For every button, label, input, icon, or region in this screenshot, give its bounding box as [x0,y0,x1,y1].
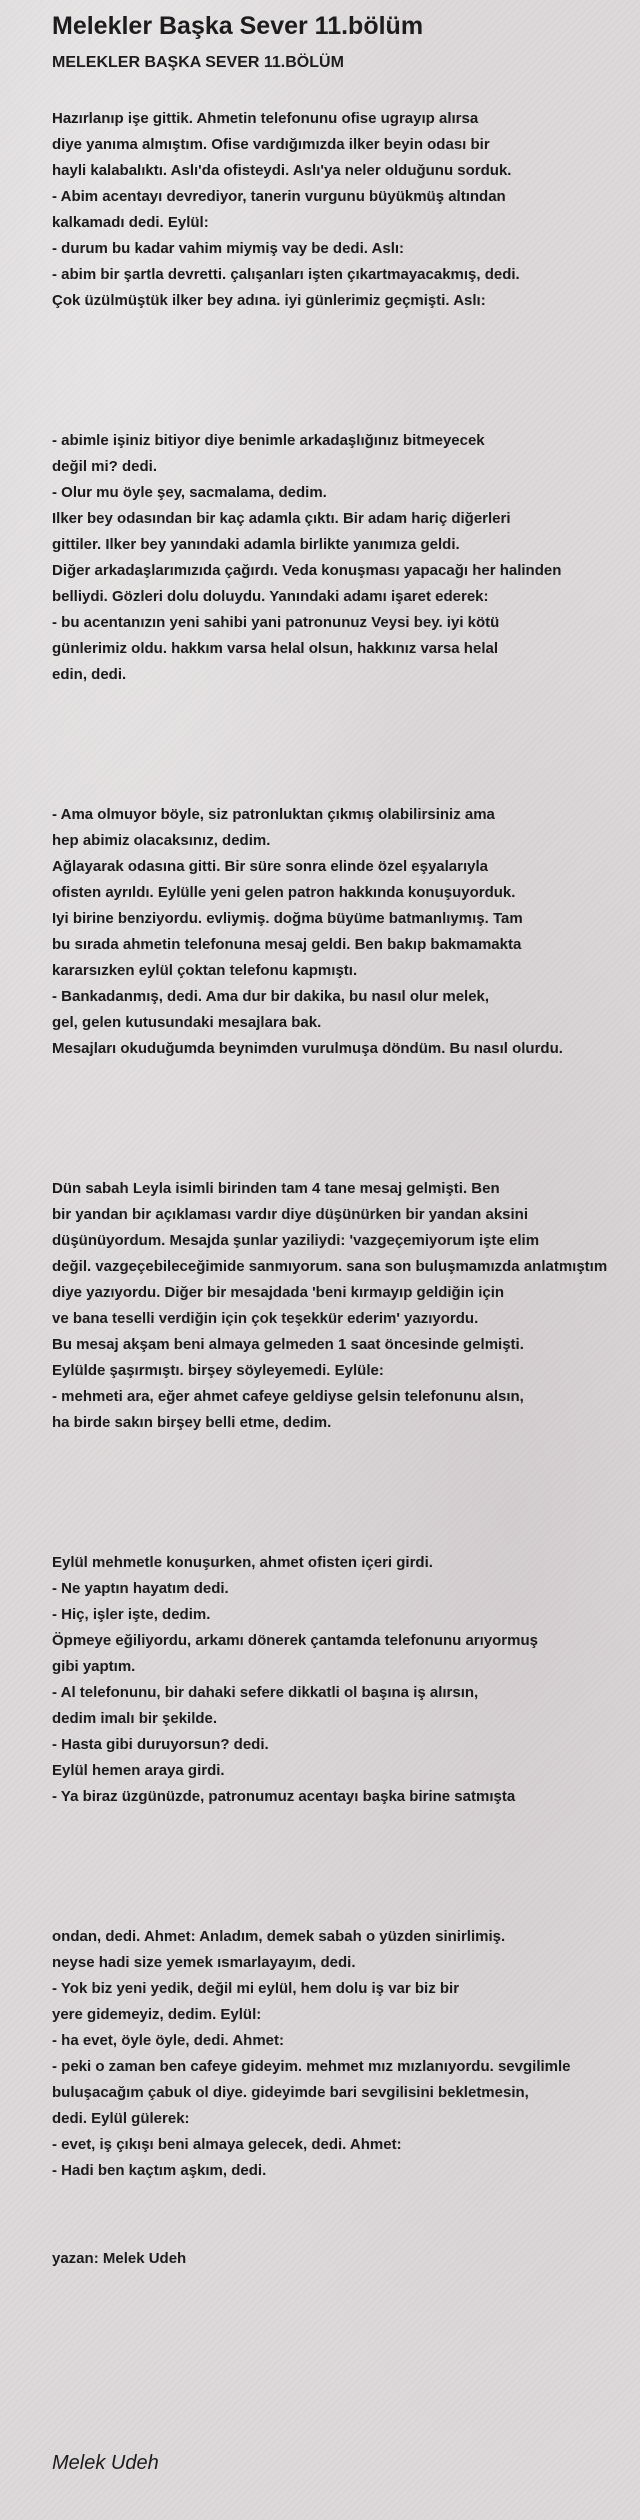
poem-line: Mesajları okuduğumda beynimden vurulmuşa döndüm. Bu nasıl olurdu. [52,1040,563,1057]
stanza-gap [52,1062,632,1176]
poem-line: dedi. Eylül gülerek: [52,2110,190,2127]
poem-line: Bu mesaj akşam beni almaya gelmeden 1 saat öncesinde gelmişti. [52,1336,524,1353]
stanza-gap [52,1436,632,1550]
poem-line: - Ama olmuyor böyle, siz patronluktan çıkmış olabilirsiniz ama [52,806,495,823]
poem-line: değil mi? dedi. [52,458,158,475]
poem-line: buluşacağım çabuk ol diye. gideyimde bari sevgilisini bekletmesin, [52,2084,529,2101]
poem-line: ondan, dedi. Ahmet: Anladım, demek sabah o yüzden sinirlimiş. [52,1928,506,1945]
poem-line: düşünüyordum. Mesajda şunlar yaziliydi: 'vazgeçemiyorum işte elim [52,1232,540,1249]
poem-line: - Yok biz yeni yedik, değil mi eylül, hem dolu iş var biz bir [52,1980,460,1997]
stanza-gap [52,2184,632,2246]
poem-line: gel, gelen kutusundaki mesajlara bak. [52,1014,322,1031]
stanza-1 [52,106,632,314]
poem-line: - abim bir şartla devretti. çalışanları işten çıkartmayacakmış, dedi. [52,266,520,283]
poem-line: - durum bu kadar vahim miymiş vay be dedi. Aslı: [52,240,405,257]
poem-line: bu sırada ahmetin telefonuna mesaj geldi. Ben bakıp bakmamakta [52,936,522,953]
stanza-6 [52,1924,632,2184]
poem-subtitle: MELEKLER BAŞKA SEVER 11.BÖLÜM [52,54,344,71]
poem-line: ha birde sakın birşey belli etme, dedim. [52,1414,332,1431]
poem-body [52,106,632,2272]
stanza-5 [52,1550,632,1810]
poem-line: - Abim acentayı devrediyor, tanerin vurgunu büyükmüş altından [52,188,506,205]
poem-line: - ha evet, öyle öyle, dedi. Ahmet: [52,2032,285,2049]
poem-line: gibi yaptım. [52,1658,136,1675]
poem-line: değil. vazgeçebileceğimide sanmıyorum. sana son buluşmamızda anlatmıştım [52,1258,608,1275]
poem-line: - Bankadanmış, dedi. Ama dur bir dakika, bu nasıl olur melek, [52,988,490,1005]
poem-line: günlerimiz oldu. hakkım varsa helal olsun, hakkınız varsa helal [52,640,498,657]
poem-line: - peki o zaman ben cafeye gideyim. mehmet mız mızlanıyordu. sevgilimle [52,2058,571,2075]
author-signature: Melek Udeh [52,2452,159,2474]
poem-line: Çok üzülmüştük ilker bey adına. iyi günlerimiz geçmişti. Aslı: [52,292,486,309]
poem-line: - mehmeti ara, eğer ahmet cafeye geldiyse gelsin telefonunu alsın, [52,1388,524,1405]
stanza-gap [52,1810,632,1924]
poem-line: bir yandan bir açıklaması vardır diye düşünürken bir yandan aksini [52,1206,529,1223]
poem-line: diye yazıyordu. Diğer bir mesajdada 'beni kırmayıp geldiğin için [52,1284,505,1301]
stanza-gap [52,314,632,428]
poem-line: diye yanıma almıştım. Ofise vardığımızda ilker beyin odası bir [52,136,490,153]
poem-line: gittiler. Ilker bey yanındaki adamla birlikte yanımıza geldi. [52,536,460,553]
poem-line: ofisten ayrıldı. Eylülle yeni gelen patron hakkında konuşuyorduk. [52,884,516,901]
poem-line: belliydi. Gözleri dolu doluydu. Yanındaki adamı işaret ederek: [52,588,489,605]
poem-line: - Al telefonunu, bir dahaki sefere dikkatli ol başına iş alırsın, [52,1684,479,1701]
poem-line: Öpmeye eğiliyordu, arkamı dönerek çantamda telefonunu arıyormuş [52,1632,538,1649]
poem-line: Ilker bey odasından bir kaç adamla çıktı. Bir adam hariç diğerleri [52,510,511,527]
poem-line: kalkamadı dedi. Eylül: [52,214,209,231]
stanza-3 [52,802,632,1062]
poem-line: - Hasta gibi duruyorsun? dedi. [52,1736,269,1753]
poem-line: Diğer arkadaşlarımızıda çağırdı. Veda konuşması yapacağı her halinden [52,562,562,579]
poem-line: edin, dedi. [52,666,127,683]
poem-line: - Olur mu öyle şey, sacmalama, dedim. [52,484,327,501]
stanza-2 [52,428,632,688]
poem-line: - Hadi ben kaçtım aşkım, dedi. [52,2162,267,2179]
poem-line: - evet, iş çıkışı beni almaya gelecek, dedi. Ahmet: [52,2136,402,2153]
stanza-4 [52,1176,632,1436]
poem-line: - bu acentanızın yeni sahibi yani patronunuz Veysi bey. iyi kötü [52,614,500,631]
poem-line: - Hiç, işler işte, dedim. [52,1606,211,1623]
poem-line: Eylül hemen araya girdi. [52,1762,225,1779]
poem-line: Eylülde şaşırmıştı. birşey söyleyemedi. Eylüle: [52,1362,384,1379]
poem-title: Melekler Başka Sever 11.bölüm [52,12,424,40]
poem-line: hep abimiz olacaksınız, dedim. [52,832,271,849]
stanza-gap [52,688,632,802]
poem-line: - abimle işiniz bitiyor diye benimle arkadaşlığınız bitmeyecek [52,432,485,449]
author-credit: yazan: Melek Udeh [52,2250,187,2267]
poem-line: - Ne yaptın hayatım dedi. [52,1580,229,1597]
poem-line: ve bana teselli verdiğin için çok teşekkür ederim' yazıyordu. [52,1310,479,1327]
poem-line: - Ya biraz üzgünüzde, patronumuz acentayı başka birine satmışta [52,1788,516,1805]
poem-line: Hazırlanıp işe gittik. Ahmetin telefonunu ofise ugrayıp alırsa [52,110,479,127]
poem-line: hayli kalabalıktı. Aslı'da ofisteydi. Aslı'ya neler olduğunu sorduk. [52,162,512,179]
poem-line: Ağlayarak odasına gitti. Bir süre sonra elinde özel eşyalarıyla [52,858,489,875]
poem-line: Eylül mehmetle konuşurken, ahmet ofisten içeri girdi. [52,1554,433,1571]
poem-line: Dün sabah Leyla isimli birinden tam 4 tane mesaj gelmişti. Ben [52,1180,500,1197]
poem-line: kararsızken eylül çoktan telefonu kapmıştı. [52,962,358,979]
poem-line: Iyi birine benziyordu. evliymiş. doğma büyüme batmanlıymış. Tam [52,910,523,927]
poem-line: yere gidemeyiz, dedim. Eylül: [52,2006,262,2023]
poem-line: neyse hadi size yemek ısmarlayayım, dedi. [52,1954,356,1971]
poem-line: dedim imalı bir şekilde. [52,1710,218,1727]
